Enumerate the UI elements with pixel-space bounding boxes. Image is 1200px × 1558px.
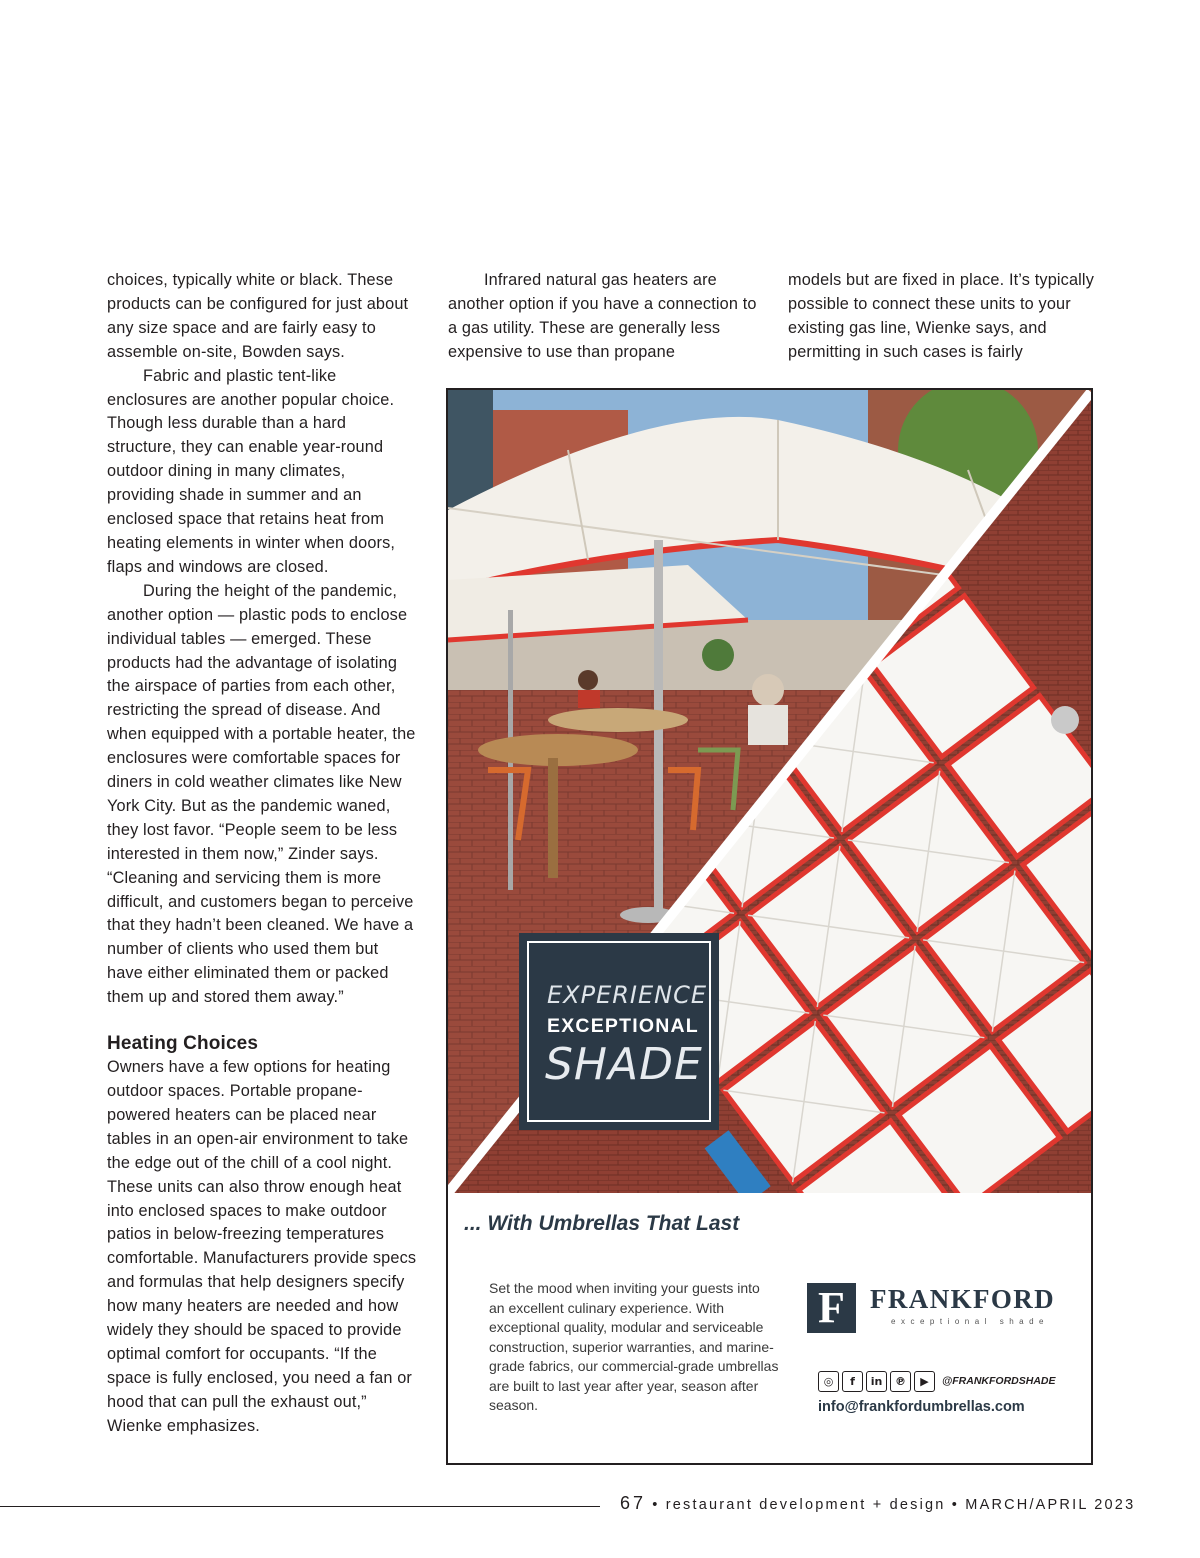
article-column-1 — [107, 269, 417, 1439]
pinterest-icon[interactable]: ℗ — [890, 1371, 911, 1392]
logo-letter: F — [807, 1283, 856, 1333]
ad-tagline: ... With Umbrellas That Last — [464, 1212, 740, 1235]
box-line-exceptional: EXCEPTIONAL — [547, 1015, 699, 1037]
paragraph: Owners have a few options for heating outdoor spaces. Portable propane-powered heaters can be placed near tables in an open-air environment to take the edge out of the chill of a cool night. These units can also throw enough heat into enclosed spaces to make outdoor patios in below-freezing temperatures comfortable. Manufacturers provide specs and formulas that help designers specify how many heaters are needed and how widely they should be spaced to provide optimal comfort for occupants. “If the space is fully enclosed, you need a fan or hood that can pull the exhaust out,” Wienke emphasizes. — [107, 1058, 417, 1435]
page-footer — [620, 1493, 1135, 1514]
paragraph: Infrared natural gas heaters are another option if you have a connection to a gas utility. These are generally less expensive to use than propane — [448, 271, 757, 361]
footer-publication: • restaurant development + design • MARCH/APRIL 2023 — [646, 1497, 1136, 1513]
experience-box-border — [527, 941, 711, 1122]
social-links — [818, 1370, 1056, 1392]
facebook-icon[interactable]: f — [842, 1371, 863, 1392]
paragraph: Fabric and plastic tent-like enclosures are another popular choice. Though less durable than a hard structure, they can enable year-round outdoor dining in many climates, providing shade in summer and an enclosed space that retains heat from heating elements in winter when doors, flaps and windows are closed. — [107, 366, 396, 576]
social-handle[interactable]: @FRANKFORDSHADE — [942, 1375, 1056, 1387]
box-line-experience: EXPERIENCE — [547, 981, 708, 1009]
experience-box — [519, 933, 719, 1130]
article-column-3 — [788, 269, 1098, 365]
paragraph: choices, typically white or black. These products can be configured for just about any size space and are fairly easy to assemble on-site, Bowden says. — [107, 271, 409, 361]
ad-body-text: Set the mood when inviting your guests into an excellent culinary experience. With exceptional quality, modular and serviceable construction, superior warranties, and marine-grade fabrics, our commercial-grade umbrellas are built to last year after year, season after season. — [489, 1280, 779, 1413]
frankford-logo — [807, 1283, 1067, 1333]
paragraph: During the height of the pandemic, another option — plastic pods to enclose individual tables — emerged. These products had the advantage of isolating the airspace of parties from each other, restricting the spread of disease. And when equipped with a portable heater, the enclosures were comfortable spaces for diners in cold weather climates like New York City. But as the pandemic waned, they lost favor. “People seem to be less interested in them now,” Zinder says. “Cleaning and servicing them is more difficult, and customers began to perceive that they hadn’t been cleaned. We have a number of clients who used them but have either eliminated them or packed them up and stored them away.” — [107, 581, 416, 1007]
logo-name: FRANKFORD — [870, 1284, 1056, 1314]
footer-rule — [0, 1506, 600, 1507]
box-line-shade: SHADE — [545, 1039, 703, 1090]
paragraph: models but are fixed in place. It’s typically possible to connect these units to your existing gas line, Wienke says, and permitting in such cases is fairly — [788, 271, 1094, 361]
linkedin-icon[interactable]: in — [866, 1371, 887, 1392]
youtube-icon[interactable]: ▶ — [914, 1371, 935, 1392]
article-column-2 — [448, 269, 758, 365]
section-heading: Heating Choices — [107, 1033, 259, 1055]
instagram-icon[interactable]: ◎ — [818, 1371, 839, 1392]
page-number: 67 — [620, 1493, 647, 1513]
frankford-advertisement — [446, 388, 1093, 1465]
logo-subtitle: exceptional shade — [891, 1317, 1049, 1326]
ad-email-link[interactable]: info@frankfordumbrellas.com — [818, 1399, 1025, 1415]
